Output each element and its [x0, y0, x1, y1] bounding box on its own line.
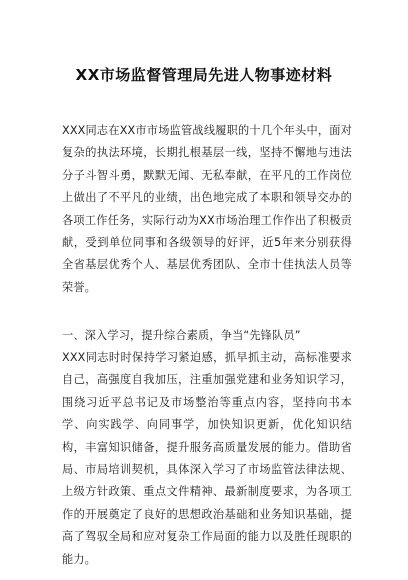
section-heading-1: 一、深入学习，提升综合素质，争当“先锋队员” — [62, 329, 301, 342]
document-title: XX市场监督管理局先进人物事迹材料 — [75, 66, 333, 84]
paragraph-1: XXX同志在XX市市场监管战线履职的十几个年头中，面对复杂的执法环境，长期扎根基层一线，坚持不懈地与违法分子斗智斗勇，默默无闻、无私奉献，在平凡的工作岗位上做出了不平凡的业绩，出色地完成了本职和领导交办的各项工作任务，实际行动为XX市场治理工作作出了积极贡献，受到单位同事和各级领导的好评，近5年来分别获得全省基层优秀个人、基层优秀团队、全市十佳执法人员等荣誉。 — [62, 124, 352, 294]
paragraph-2: XXX同志时时保持学习紧迫感，抓早抓主动，高标准要求自己，高强度自我加压，注重加强党建和业务知识学习，围绕习近平总书记及市场整治等重点内容，坚持向书本学、向实践学、向同事学，加快知识更新，优化知识结构，丰富知识储备，提升服务高质量发展的能力。借助省局、市局培训契机，具体深入学习了市场监管法律法规、上级方针政策、重点文件精神、最新制度要求，为各项工作的开展奠定了良好的思想政治基础和业务知识基础，提高了驾驭全局和应对复杂工作局面的能力以及胜任现职的能力。 — [62, 351, 352, 566]
